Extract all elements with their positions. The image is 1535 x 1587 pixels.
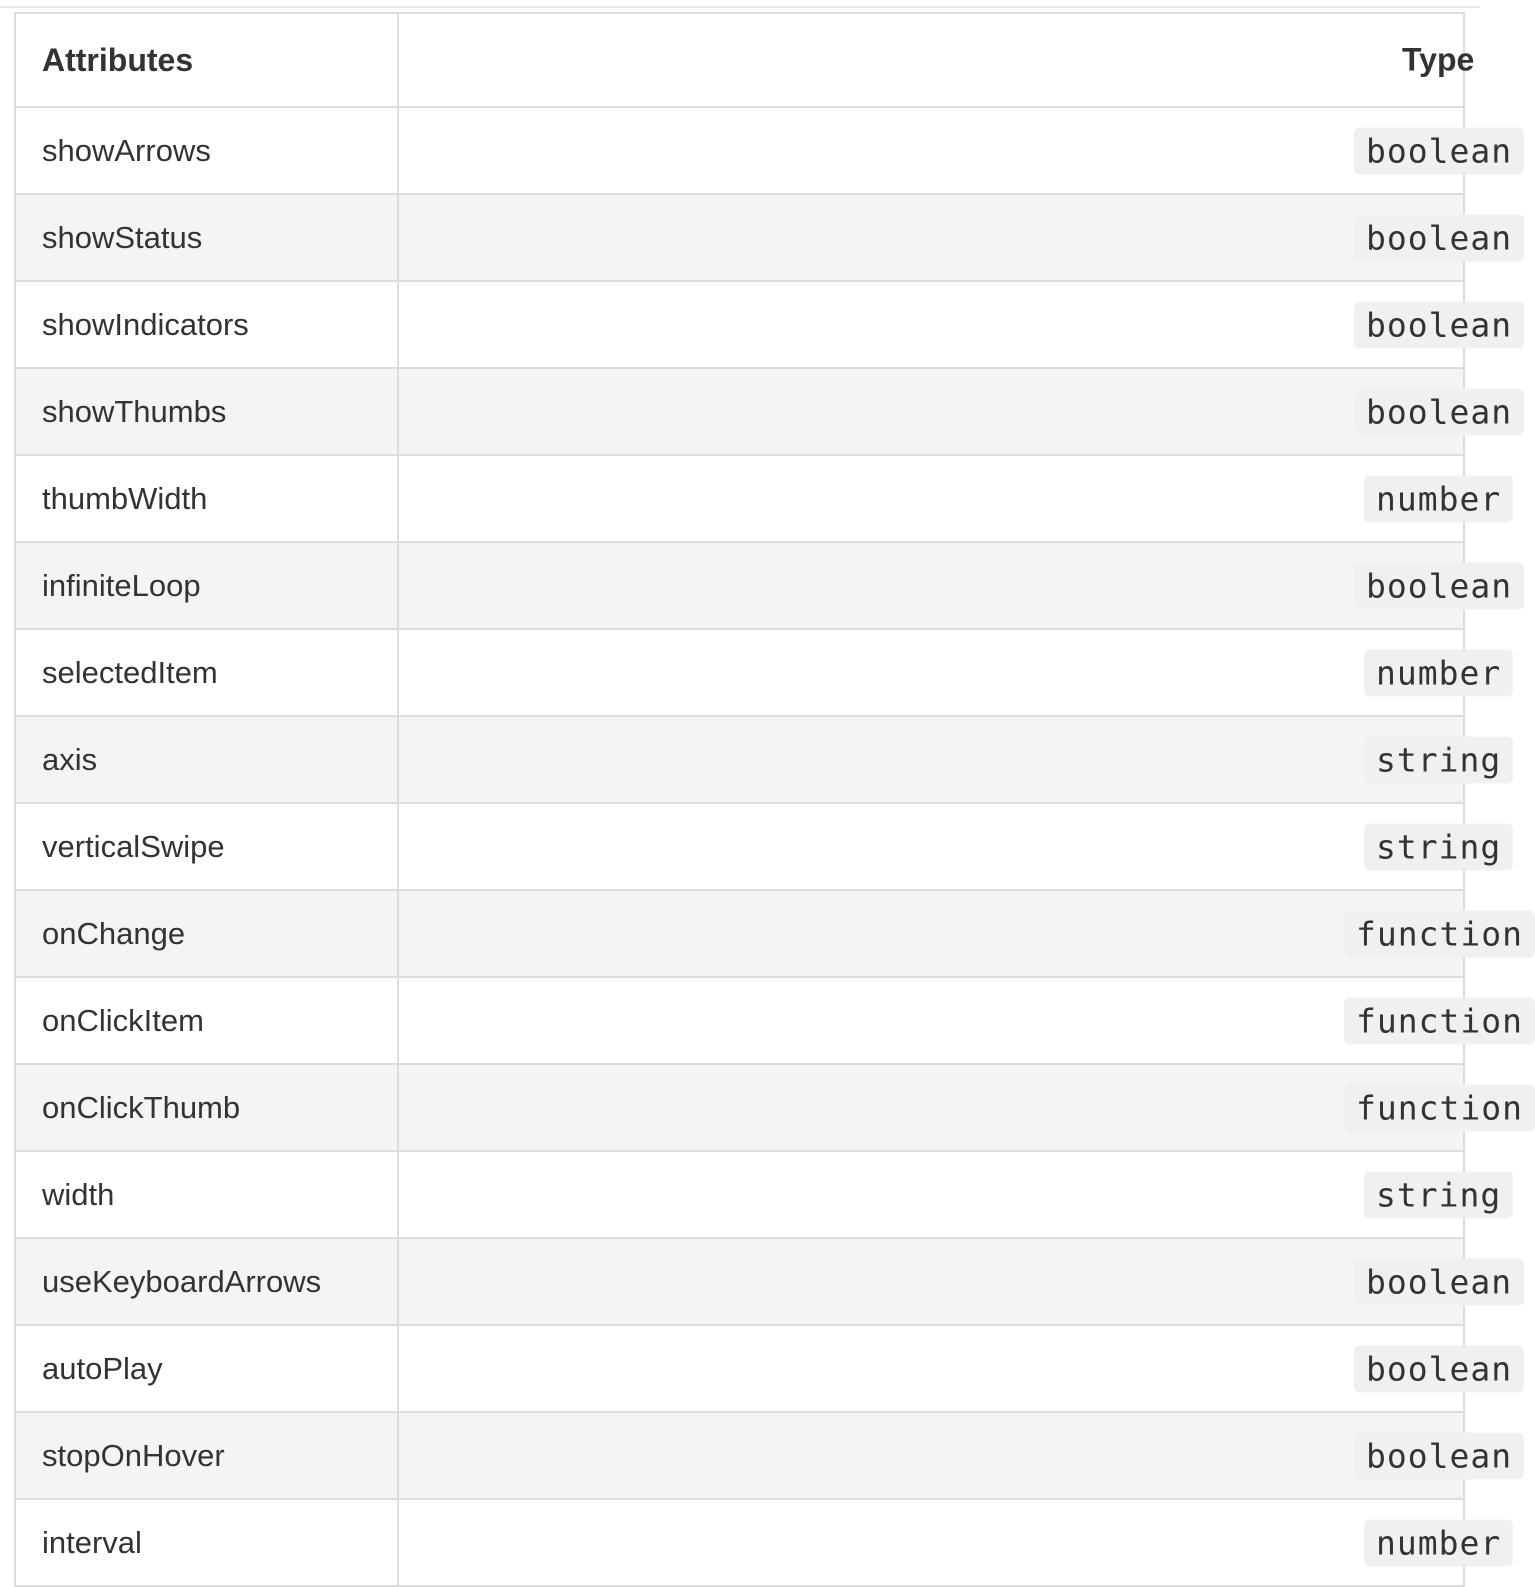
attribute-name-cell: infiniteLoop bbox=[15, 542, 398, 629]
type-cell bbox=[398, 890, 1523, 977]
table-row bbox=[15, 629, 1464, 716]
table-body bbox=[15, 107, 1523, 1586]
type-cell bbox=[398, 542, 1513, 629]
type-cell bbox=[398, 455, 1502, 542]
header-type-label: Type bbox=[1402, 41, 1475, 78]
table-row bbox=[15, 455, 1464, 542]
type-cell bbox=[398, 629, 1502, 716]
attribute-name-cell: useKeyboardArrows bbox=[15, 1238, 398, 1325]
type-code: number bbox=[1364, 1519, 1513, 1566]
table-row bbox=[15, 368, 1464, 455]
type-code: boolean bbox=[1354, 127, 1524, 174]
attribute-name-cell: verticalSwipe bbox=[15, 803, 398, 890]
type-code: number bbox=[1364, 475, 1513, 522]
type-code: boolean bbox=[1354, 1432, 1524, 1479]
type-cell bbox=[398, 1151, 1502, 1238]
type-cell bbox=[398, 716, 1502, 803]
type-code: boolean bbox=[1354, 388, 1524, 435]
table-row bbox=[15, 107, 1464, 194]
type-cell bbox=[398, 194, 1513, 281]
table-row bbox=[15, 1412, 1464, 1499]
type-cell bbox=[398, 1238, 1513, 1325]
attribute-name-cell: thumbWidth bbox=[15, 455, 398, 542]
type-code: boolean bbox=[1354, 562, 1524, 609]
table-row bbox=[15, 803, 1464, 890]
header-attributes: Attributes bbox=[15, 13, 398, 107]
table-header-row bbox=[15, 13, 1464, 107]
attribute-name-cell: selectedItem bbox=[15, 629, 398, 716]
attribute-name-cell: showIndicators bbox=[15, 281, 398, 368]
attribute-name-cell: axis bbox=[15, 716, 398, 803]
header-type bbox=[398, 13, 1475, 107]
type-code: boolean bbox=[1354, 301, 1524, 348]
type-code: string bbox=[1364, 823, 1513, 870]
attribute-name-cell: onClickThumb bbox=[15, 1064, 398, 1151]
type-code: number bbox=[1364, 649, 1513, 696]
type-code: string bbox=[1364, 1171, 1513, 1218]
table-row bbox=[15, 1325, 1464, 1412]
type-code: boolean bbox=[1354, 214, 1524, 261]
attribute-name-cell: showArrows bbox=[15, 107, 398, 194]
type-cell bbox=[398, 107, 1513, 194]
attribute-name-cell: width bbox=[15, 1151, 398, 1238]
type-cell bbox=[398, 1064, 1523, 1151]
type-cell bbox=[398, 1325, 1513, 1412]
type-cell bbox=[398, 281, 1513, 368]
type-code: function bbox=[1344, 1084, 1535, 1131]
table-row bbox=[15, 1151, 1464, 1238]
table-row bbox=[15, 1238, 1464, 1325]
type-code: function bbox=[1344, 997, 1535, 1044]
attribute-name-cell: showStatus bbox=[15, 194, 398, 281]
table-row bbox=[15, 194, 1464, 281]
table-row bbox=[15, 716, 1464, 803]
type-code: function bbox=[1344, 910, 1535, 957]
attribute-name-cell: showThumbs bbox=[15, 368, 398, 455]
type-cell bbox=[398, 803, 1502, 890]
table-row bbox=[15, 977, 1464, 1064]
table-row bbox=[15, 890, 1464, 977]
type-code: boolean bbox=[1354, 1345, 1524, 1392]
table-row bbox=[15, 281, 1464, 368]
attribute-name-cell: onClickItem bbox=[15, 977, 398, 1064]
type-cell bbox=[398, 1412, 1513, 1499]
attributes-table bbox=[14, 12, 1523, 1587]
table-row bbox=[15, 1499, 1464, 1586]
table-row bbox=[15, 1064, 1464, 1151]
table-container bbox=[14, 12, 1523, 1584]
table-row bbox=[15, 542, 1464, 629]
attribute-name-cell: onChange bbox=[15, 890, 398, 977]
attribute-name-cell: stopOnHover bbox=[15, 1412, 398, 1499]
attribute-name-cell: interval bbox=[15, 1499, 398, 1586]
type-cell bbox=[398, 977, 1523, 1064]
type-cell bbox=[398, 368, 1513, 455]
top-divider bbox=[0, 6, 1480, 8]
attribute-name-cell: autoPlay bbox=[15, 1325, 398, 1412]
type-cell bbox=[398, 1499, 1502, 1586]
type-code: boolean bbox=[1354, 1258, 1524, 1305]
type-code: string bbox=[1364, 736, 1513, 783]
